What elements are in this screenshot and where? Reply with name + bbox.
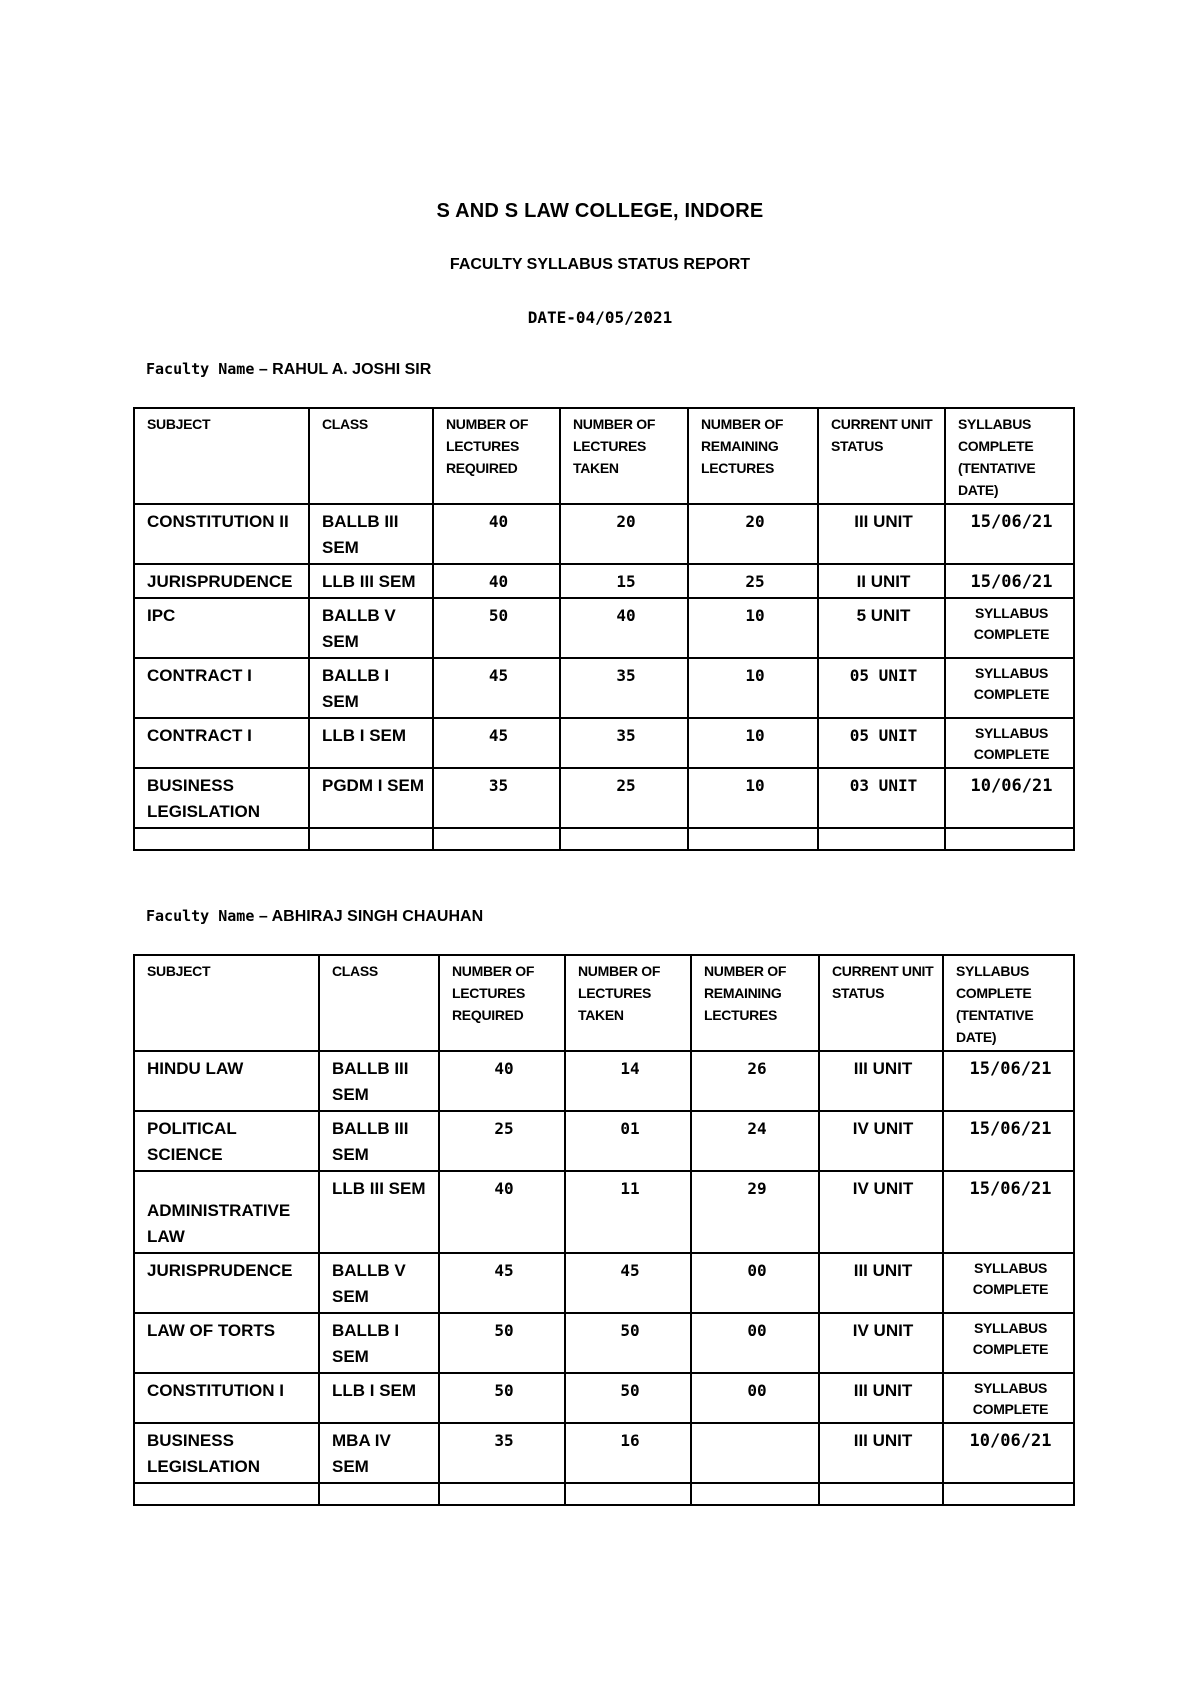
required-cell: 25 xyxy=(439,1111,565,1171)
subject-cell: BUSINESS LEGISLATION xyxy=(134,768,309,828)
subject-cell: CONTRACT I xyxy=(134,718,309,768)
class-cell: BALLB V SEM xyxy=(309,598,433,658)
remaining-cell: 20 xyxy=(688,504,818,564)
column-header: CURRENT UNIT STATUS xyxy=(818,408,945,504)
complete-date-cell: 15/06/21 xyxy=(943,1051,1074,1111)
required-cell: 45 xyxy=(433,658,560,718)
column-header: CLASS xyxy=(309,408,433,504)
faculty-name-label: Faculty Name xyxy=(146,360,255,378)
subject-cell: CONSTITUTION I xyxy=(134,1373,319,1423)
complete-date-cell: SYLLABUS COMPLETE xyxy=(945,718,1074,768)
subject-cell: JURISPRUDENCE xyxy=(134,1253,319,1313)
class-cell: BALLB III SEM xyxy=(319,1051,439,1111)
taken-cell: 25 xyxy=(560,768,688,828)
table-row xyxy=(134,768,1074,828)
unit-status-cell: IV UNIT xyxy=(819,1171,943,1253)
class-cell: BALLB III SEM xyxy=(319,1111,439,1171)
required-cell: 40 xyxy=(433,504,560,564)
table-header-row xyxy=(134,408,1074,504)
unit-status-cell: IV UNIT xyxy=(819,1111,943,1171)
faculty-name-value: ABHIRAJ SINGH CHAUHAN xyxy=(271,908,484,925)
complete-date-cell: SYLLABUS COMPLETE xyxy=(945,598,1074,658)
column-header: NUMBER OF REMAINING LECTURES xyxy=(691,955,819,1051)
table-row xyxy=(134,1111,1074,1171)
complete-date-cell: 15/06/21 xyxy=(945,564,1074,598)
required-cell: 35 xyxy=(439,1423,565,1483)
taken-cell: 40 xyxy=(560,598,688,658)
table-row xyxy=(134,1171,1074,1253)
class-cell: LLB III SEM xyxy=(309,564,433,598)
table-row xyxy=(134,1423,1074,1483)
table-row xyxy=(134,598,1074,658)
unit-status-cell: II UNIT xyxy=(818,564,945,598)
taken-cell: 50 xyxy=(565,1313,691,1373)
required-cell: 35 xyxy=(433,768,560,828)
column-header: SUBJECT xyxy=(134,408,309,504)
class-cell: MBA IV SEM xyxy=(319,1423,439,1483)
class-cell: LLB I SEM xyxy=(309,718,433,768)
subject-cell: LAW OF TORTS xyxy=(134,1313,319,1373)
class-cell: LLB I SEM xyxy=(319,1373,439,1423)
taken-cell: 45 xyxy=(565,1253,691,1313)
complete-date-cell: 10/06/21 xyxy=(943,1423,1074,1483)
unit-status-cell: III UNIT xyxy=(819,1423,943,1483)
unit-status-cell: III UNIT xyxy=(819,1373,943,1423)
syllabus-status-table xyxy=(133,407,1075,851)
taken-cell: 35 xyxy=(560,718,688,768)
remaining-cell: 00 xyxy=(691,1313,819,1373)
complete-date-cell: SYLLABUS COMPLETE xyxy=(943,1313,1074,1373)
table-row xyxy=(134,1373,1074,1423)
required-cell: 50 xyxy=(439,1373,565,1423)
empty-row xyxy=(134,828,1074,850)
remaining-cell: 10 xyxy=(688,768,818,828)
complete-date-cell: 15/06/21 xyxy=(945,504,1074,564)
column-header: CURRENT UNIT STATUS xyxy=(819,955,943,1051)
faculty-name-heading xyxy=(146,907,483,926)
table-row xyxy=(134,658,1074,718)
report-date: DATE-04/05/2021 xyxy=(527,308,673,327)
required-cell: 50 xyxy=(433,598,560,658)
unit-status-cell: 05 UNIT xyxy=(818,658,945,718)
class-cell: LLB III SEM xyxy=(319,1171,439,1253)
required-cell: 40 xyxy=(439,1171,565,1253)
column-header: NUMBER OF LECTURES TAKEN xyxy=(560,408,688,504)
column-header: CLASS xyxy=(319,955,439,1051)
remaining-cell: 10 xyxy=(688,658,818,718)
syllabus-status-table xyxy=(133,954,1075,1506)
column-header: SUBJECT xyxy=(134,955,319,1051)
table-row xyxy=(134,1313,1074,1373)
taken-cell: 01 xyxy=(565,1111,691,1171)
taken-cell: 16 xyxy=(565,1423,691,1483)
remaining-cell: 10 xyxy=(688,718,818,768)
class-cell: BALLB V SEM xyxy=(319,1253,439,1313)
unit-status-cell: 05 UNIT xyxy=(818,718,945,768)
subject-cell: POLITICAL SCIENCE xyxy=(134,1111,319,1171)
complete-date-cell: SYLLABUS COMPLETE xyxy=(943,1253,1074,1313)
column-header: SYLLABUS COMPLETE (TENTATIVE DATE) xyxy=(943,955,1074,1051)
taken-cell: 50 xyxy=(565,1373,691,1423)
remaining-cell xyxy=(691,1423,819,1483)
unit-status-cell: IV UNIT xyxy=(819,1313,943,1373)
complete-date-cell: 15/06/21 xyxy=(943,1111,1074,1171)
subject-cell: HINDU LAW xyxy=(134,1051,319,1111)
complete-date-cell: SYLLABUS COMPLETE xyxy=(945,658,1074,718)
class-cell: BALLB III SEM xyxy=(309,504,433,564)
column-header: NUMBER OF LECTURES TAKEN xyxy=(565,955,691,1051)
subject-cell: IPC xyxy=(134,598,309,658)
table-row xyxy=(134,1051,1074,1111)
faculty-name-separator: – xyxy=(254,908,272,925)
unit-status-cell: 03 UNIT xyxy=(818,768,945,828)
subject-cell: JURISPRUDENCE xyxy=(134,564,309,598)
subject-cell: ADMINISTRATIVE LAW xyxy=(134,1171,319,1253)
unit-status-cell: III UNIT xyxy=(819,1051,943,1111)
remaining-cell: 10 xyxy=(688,598,818,658)
table-row xyxy=(134,718,1074,768)
required-cell: 40 xyxy=(433,564,560,598)
column-header: NUMBER OF LECTURES REQUIRED xyxy=(433,408,560,504)
required-cell: 45 xyxy=(439,1253,565,1313)
faculty-name-separator: – xyxy=(254,361,273,378)
subject-cell: CONSTITUTION II xyxy=(134,504,309,564)
taken-cell: 15 xyxy=(560,564,688,598)
class-cell: BALLB I SEM xyxy=(319,1313,439,1373)
required-cell: 50 xyxy=(439,1313,565,1373)
subject-cell: BUSINESS LEGISLATION xyxy=(134,1423,319,1483)
column-header: SYLLABUS COMPLETE (TENTATIVE DATE) xyxy=(945,408,1074,504)
remaining-cell: 24 xyxy=(691,1111,819,1171)
remaining-cell: 00 xyxy=(691,1373,819,1423)
faculty-name-label: Faculty Name xyxy=(146,907,255,925)
taken-cell: 20 xyxy=(560,504,688,564)
required-cell: 45 xyxy=(433,718,560,768)
table-row xyxy=(134,504,1074,564)
taken-cell: 14 xyxy=(565,1051,691,1111)
required-cell: 40 xyxy=(439,1051,565,1111)
report-title: FACULTY SYLLABUS STATUS REPORT xyxy=(449,256,751,273)
taken-cell: 35 xyxy=(560,658,688,718)
remaining-cell: 29 xyxy=(691,1171,819,1253)
column-header: NUMBER OF REMAINING LECTURES xyxy=(688,408,818,504)
class-cell: BALLB I SEM xyxy=(309,658,433,718)
complete-date-cell: 10/06/21 xyxy=(945,768,1074,828)
subject-cell: CONTRACT I xyxy=(134,658,309,718)
remaining-cell: 26 xyxy=(691,1051,819,1111)
remaining-cell: 25 xyxy=(688,564,818,598)
college-title: S AND S LAW COLLEGE, INDORE xyxy=(436,200,764,222)
table-header-row xyxy=(134,955,1074,1051)
unit-status-cell: III UNIT xyxy=(819,1253,943,1313)
faculty-name-heading xyxy=(146,360,431,379)
remaining-cell: 00 xyxy=(691,1253,819,1313)
table-row xyxy=(134,1253,1074,1313)
empty-row xyxy=(134,1483,1074,1505)
faculty-name-value: RAHUL A. JOSHI SIR xyxy=(272,361,432,378)
class-cell: PGDM I SEM xyxy=(309,768,433,828)
table-row xyxy=(134,564,1074,598)
taken-cell: 11 xyxy=(565,1171,691,1253)
column-header: NUMBER OF LECTURES REQUIRED xyxy=(439,955,565,1051)
unit-status-cell: III UNIT xyxy=(818,504,945,564)
unit-status-cell: 5 UNIT xyxy=(818,598,945,658)
complete-date-cell: SYLLABUS COMPLETE xyxy=(943,1373,1074,1423)
complete-date-cell: 15/06/21 xyxy=(943,1171,1074,1253)
